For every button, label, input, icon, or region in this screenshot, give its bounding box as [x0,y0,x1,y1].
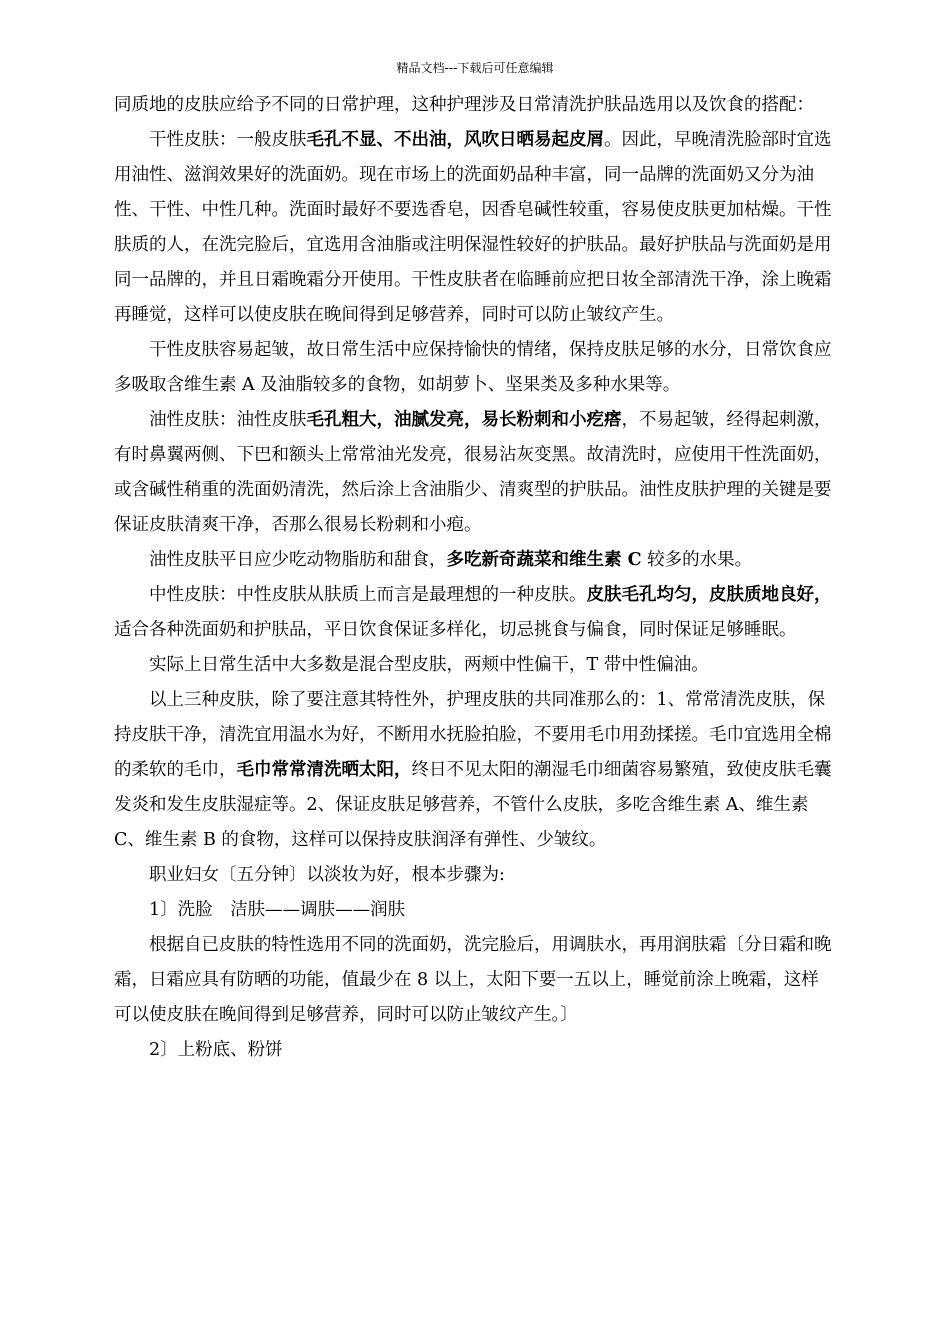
text-run: 同质地的皮肤应给予不同的日常护理，这种护理涉及日常清洗护肤品选用以及饮食的搭配： [114,95,814,115]
paragraph-dry-skin-diet [114,333,836,403]
paragraph-step-1-detail [114,928,836,1033]
document-body [114,88,836,1068]
text-run: 根据自已皮肤的特性选用不同的洗面奶，洗完脸后，用调肤水，再用润肤霜〔分日霜和晚霜，日霜应具有防晒的功能，值最少在 8 以上，太阳下要一五以上，睡觉前涂上晚霜，这样可以使皮肤在晚间得到足够营养，同时可以防止皱纹产生。〕 [114,935,832,1025]
text-run: 终日不见太阳的潮湿毛巾细菌容易繁殖，致使皮肤毛囊发炎和发生皮肤湿症等。2、保证皮肤足够营养，不管什么皮肤，多吃含维生素 A、维生素 C、维生素 B 的食物，这样可以保持皮肤润泽有弹性、少皱纹。 [114,760,832,850]
paragraph-neutral-skin [114,578,836,648]
text-run: 油性皮肤：油性皮肤 [149,410,307,430]
step-1-heading [114,893,836,928]
paragraph-dry-skin [114,123,836,333]
text-run: 实际上日常生活中大多数是混合型皮肤，两颊中性偏干，T 带中性偏油。 [149,655,709,675]
bold-run: 毛孔不显、不出油，风吹日晒易起皮屑 [306,130,604,150]
text-run: 2〕上粉底、粉饼 [149,1040,283,1060]
text-run: 1〕洗脸 洁肤——调肤——润肤 [149,900,406,920]
paragraph-oily-skin-diet [114,543,836,578]
text-run: 干性皮肤容易起皱，故日常生活中应保持愉快的情绪，保持皮肤足够的水分，日常饮食应多吸取含维生素 A 及油脂较多的食物，如胡萝卜、坚果类及多种水果等。 [114,340,832,395]
text-run: 较多的水果。 [641,550,753,570]
step-2-heading [114,1033,836,1068]
bold-run: 皮肤毛孔均匀，皮肤质地良好， [586,585,832,605]
text-run: 适合各种洗面奶和护肤品，平日饮食保证多样化，切忌挑食与偏食，同时保证足够睡眠。 [114,620,797,640]
text-run: 油性皮肤平日应少吃动物脂肪和甜食， [149,550,447,570]
bold-run: 毛孔粗大，油腻发亮，易长粉刺和小疙瘩 [306,410,622,430]
paragraph-common-care [114,683,836,858]
text-run: 干性皮肤：一般皮肤 [149,130,307,150]
text-run: 以上三种皮肤，除了要注意其特性外，护理皮肤的共同准那么的：1、常常清洗皮肤，保持皮肤干净，清洗宜用温水为好，不断用水抚脸拍脸，不要用毛巾用劲揉搓。毛巾宜选用全棉的柔软的毛巾， [114,690,832,780]
paragraph-makeup-intro [114,858,836,893]
page-header: 精品文档---下载后可任意编辑 [396,61,554,75]
bold-run: 毛巾常常清洗晒太阳， [236,760,412,780]
text-run: 职业妇女〔五分钟〕以淡妆为好，根本步骤为: [149,865,505,885]
text-run: ，不易起皱，经得起刺激，有时鼻翼两侧、下巴和额头上常常油光发亮，很易沾灰变黑。故清洗时，应使用干性洗面奶，或含碱性稍重的洗面奶清洗，然后涂上含油脂少、清爽型的护肤品。油性皮肤护理的关键是要保证皮肤清爽干净，否那么很易长粉刺和小疱。 [114,410,832,535]
paragraph-intro [114,88,836,123]
paragraph-combination-skin [114,648,836,683]
text-run: 中性皮肤：中性皮肤从肤质上而言是最理想的一种皮肤。 [149,585,587,605]
text-run: 。因此，早晚清洗脸部时宜选用油性、滋润效果好的洗面奶。现在市场上的洗面奶品种丰富，同一品牌的洗面奶又分为油性、干性、中性几种。洗面时最好不要选香皂，因香皂碱性较重，容易使皮肤更加枯燥。干性肤质的人，在洗完脸后，宜选用含油脂或注明保湿性较好的护肤品。最好护肤品与洗面奶是用同一品牌的，并且日霜晚霜分开使用。干性皮肤者在临睡前应把日妆全部清洗干净，涂上晚霜再睡觉，这样可以使皮肤在晚间得到足够营养，同时可以防止皱纹产生。 [114,130,832,325]
paragraph-oily-skin [114,403,836,543]
bold-run: 多吃新奇蔬菜和维生素 C [446,550,642,570]
